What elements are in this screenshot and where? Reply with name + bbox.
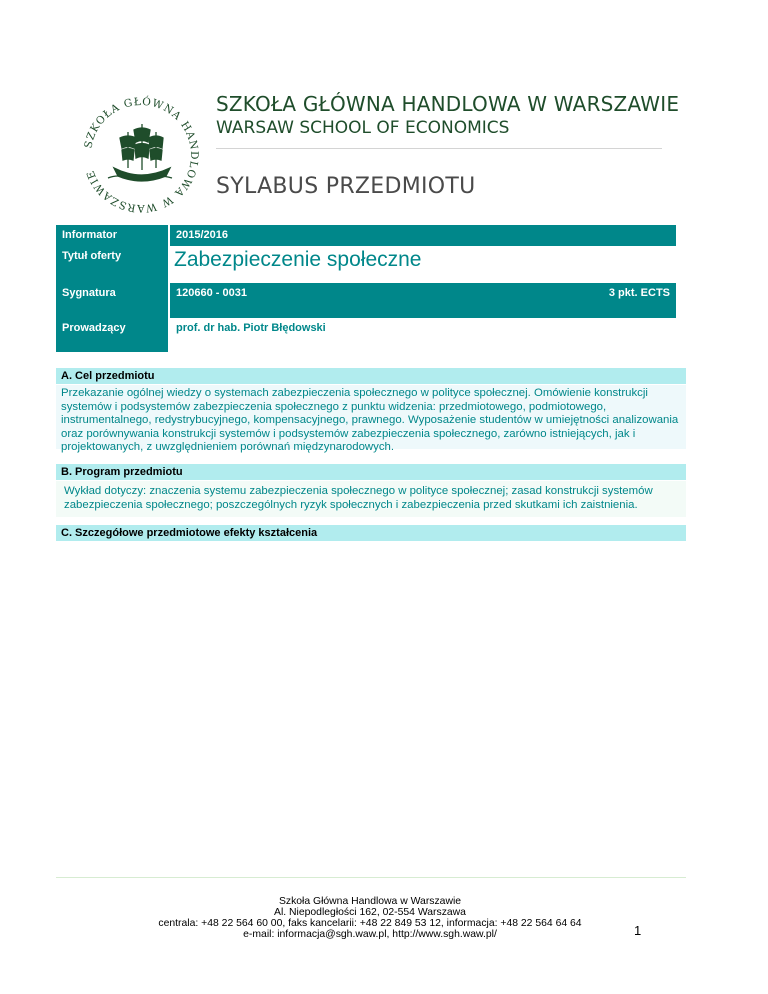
info-label-signature: Sygnatura: [56, 283, 168, 318]
footer-divider: [56, 877, 686, 878]
teacher-name: prof. dr hab. Piotr Błędowski: [176, 322, 326, 334]
school-name-pl: SZKOŁA GŁÓWNA HANDLOWA W WARSZAWIE: [216, 92, 680, 116]
seal-text: SZKOŁA GŁÓWNA HANDLOWA W WARSZAWIE: [82, 95, 201, 215]
ship-seal-icon: [78, 92, 204, 218]
section-b-body: Wykład dotyczy: znaczenia systemu zabezpieczenia społecznego w polityce społecznej; zasad konstrukcji systemów zabezpieczenia społecznego; poszczególnych ryzyk społecznych i zabezpieczenia przed skutkami ich zaistnienia.: [56, 481, 686, 517]
page-number: 1: [634, 923, 642, 938]
info-value-course-title: [170, 246, 676, 283]
info-value-year: 2015/2016: [170, 225, 676, 246]
footer-line-2: Al. Niepodległości 162, 02-554 Warszawa: [274, 907, 466, 918]
info-label-informator: Informator: [56, 225, 168, 246]
footer-line-1: Szkoła Główna Handlowa w Warszawie: [278, 896, 462, 907]
document-title: SYLABUS PRZEDMIOTU: [216, 174, 476, 199]
section-b-heading: B. Program przedmiotu: [56, 464, 686, 480]
info-label-title: Tytuł oferty: [56, 246, 168, 283]
footer-address: [100, 896, 640, 940]
info-value-signature: [170, 283, 676, 318]
header-divider: [216, 148, 662, 149]
info-label-teacher: Prowadzący: [56, 318, 168, 352]
school-name-en: WARSAW SCHOOL OF ECONOMICS: [216, 118, 510, 138]
footer-line-3: centrala: +48 22 564 60 00, faks kancelarii: +48 22 849 53 12, informacja: +48 22 564 64 64: [158, 918, 582, 929]
footer-line-4: e-mail: informacja@sgh.waw.pl, http://www.sgh.waw.pl/: [243, 929, 497, 940]
ects-points: 3 pkt. ECTS: [608, 287, 670, 299]
course-code: 120660 - 0031: [176, 287, 247, 299]
section-c-heading: C. Szczegółowe przedmiotowe efekty kształcenia: [56, 525, 686, 541]
section-a-body: Przekazanie ogólnej wiedzy o systemach zabezpieczenia społecznego w polityce społecznej. Omówienie konstrukcji systemów i podsystemów zabezpieczenia społecznego z punktu widzenia: przedmiotowego, podmiotowego, instrumentalnego, redystrybucyjnego, kompensacyjnego, prawnego. Wyposażenie studentów w umiejętności analizowania oraz porównywania konstrukcji systemów i podsystemów zabezpieczenia społecznego, zarówno istniejących, jak i projektowanych, z uwzględnieniem porównań międzynarodowych.: [56, 385, 686, 449]
info-value-teacher: [170, 318, 676, 352]
school-seal-logo: [78, 92, 204, 218]
course-title: Zabezpieczenie społeczne: [174, 248, 422, 271]
section-a-heading: A. Cel przedmiotu: [56, 368, 686, 384]
